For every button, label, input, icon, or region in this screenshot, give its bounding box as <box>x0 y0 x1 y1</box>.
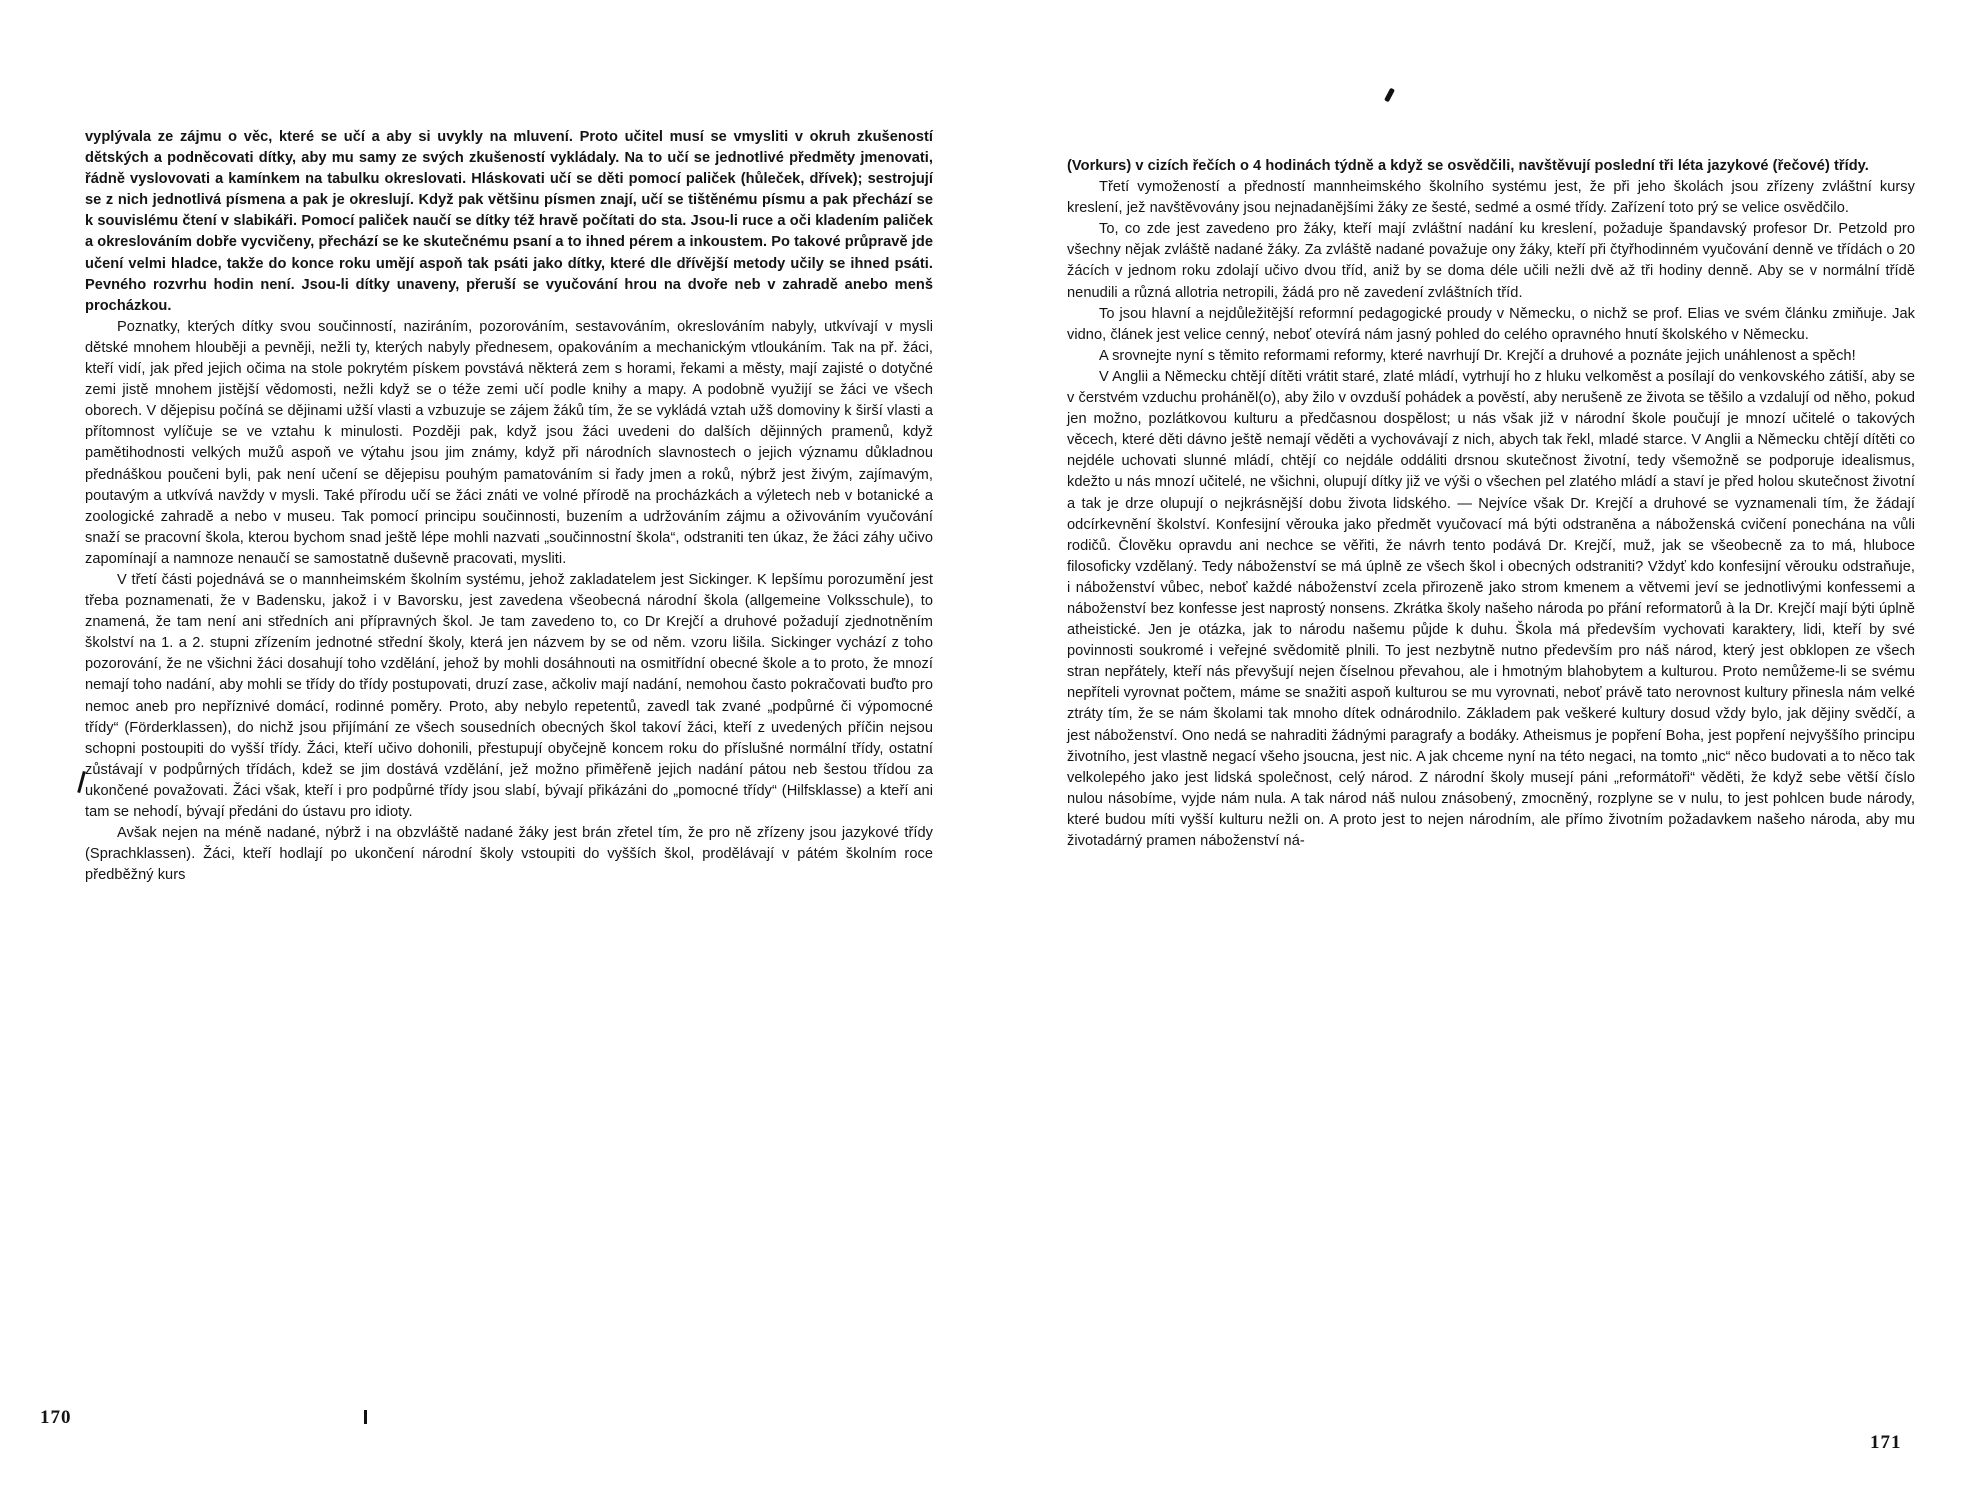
paragraph: Třetí vymožeností a předností mannheimského školního systému jest, že při jeho školách jsou zřízeny zvláštní kursy kreslení, jež navštěvovány jsou nejnadanějšími žáky ze šesté, sedmé a osmé třídy. Zařízení toto prý se velice osvědčilo. <box>1067 179 1915 217</box>
right-page <box>985 0 1970 1500</box>
paragraph: Avšak nejen na méně nadané, nýbrž i na obzvláště nadané žáky jest brán zřetel tím, že pro ně zřízeny jsou jazykové třídy (Sprachklassen). Žáci, kteří hodlají po ukončení národní školy vstoupiti do vyšších škol, prodělávají v pátém školním roce předběžný kurs <box>85 825 933 884</box>
paragraph: To, co zde jest zavedeno pro žáky, kteří mají zvláštní nadání ku kreslení, požaduje špandavský profesor Dr. Petzold pro všechny nějak zvláště nadané žáky. Za zvláště nadané považuje ony žáky, kteří při čtyřhodinném vyučování denně ve třídách o 20 žácích v jednom roku zdolají učivo dvou tříd, aniž by se doma déle učili nežli dvě až tři hodiny denně. Aby se v normální třídě nenudili a různá allotria netropili, žádá pro ně zavedení zvláštních tříd. <box>1067 221 1915 301</box>
paragraph: (Vorkurs) v cizích řečích o 4 hodinách týdně a když se osvědčili, navštěvují poslední tři léta jazykové (řečové) třídy. <box>1067 158 1869 174</box>
paragraph: vyplývala ze zájmu o věc, které se učí a aby si uvykly na mluvení. Proto učitel musí se vmysliti v okruh zkušeností dětských a podněcovati dítky, aby mu samy ze svých zkušeností vykládaly. Na to učí se jednotlivé předměty jmenovati, řádně vyslovovati a kamínkem na tabulku okreslovati. Hláskovati učí se děti pomocí paliček (hůleček, dřívek); sestrojují se z nich jednotlivá písmena a pak je okreslují. Když pak většinu písmen znají, učí se tištěnému písmu a pak přechází se k souvislému čtení v slabikáři. Pomocí paliček naučí se dítky též hravě počítati do sta. Jsou-li ruce a oči kladením paliček a okreslováním dobře vycvičeny, přechází se ke skutečnému psaní a to ihned pérem a inkoustem. Po takové průpravě jde učení velmi hladce, takže do konce roku umějí aspoň tak psáti jako dítky, které dle dřívější metody učily se ihned psáti. Pevného rozvrhu hodin není. Jsou-li dítky unaveny, přeruší se vyučování hrou na dvoře neb v zahradě anebo menš procházkou. <box>85 129 933 314</box>
page-number: 171 <box>1870 1432 1902 1453</box>
paragraph: V Anglii a Německu chtějí dítěti vrátit staré, zlaté mládí, vytrhují ho z hluku velkoměst a posílají do venkovského zátiší, aby se v čerstvém vzduchu proháněl(o), aby žilo v ovzduší pohádek a pověstí, aby nerušeně ze života se těšilo a vzdalují od něho, pokud jen možno, pozlátkovou kulturu a předčasnou dospělost; u nás však již v národní škole poučují je mnozí učitelé o takových věcech, které děti dávno ještě nemají věděti a vychovávají z nich, abych tak řekl, mladé starce. V Anglii a Německu chtějí dítěti co nejdéle uchovati slunné mládí, chtějí co nejdále oddáliti drsnou skutečnost životní, tedy všemožně se podporuje idealismus, kdežto u nás mnozí učitelé, ne všichni, olupují dítky již ve výši o všechen pel zlatého mládí a staví je před holou skutečnost životní a tak je drze olupují o nejkrásnější dobu života lidského. — Nejvíce však Dr. Krejčí a druhové se vyznamenali tím, že žádají odcírkevnění školství. Konfesijní věrouka jako předmět vyučovací má býti odstraněna a náboženská cvičení ponechána na vůli rodičů. Člověku opravdu ani nechce se věřiti, že návrh tento podává Dr. Krejčí, muž, jak se všeobecně za to má, hluboce filosoficky vzdělaný. Tedy náboženství se má úplně ze všech škol i obecných odstraniti? Vždyť kdo konfesijní věrouku odstraňuje, i náboženství vůbec, neboť každé náboženství zcela přirozeně jako strom kmenem a větvemi jeví se jednotlivými konfessemi a náboženství bez konfesse jest naprostý nonsens. Zkrátka školy našeho národa po přání reformatorů à la Dr. Krejčí mají býti úplně atheistické. Jen je otázka, jak to národu našemu půjde k duhu. Škola má především vychovati karaktery, lidi, kteří by své povinnosti soukromé i veřejné svědomitě plnili. To jest nezbytně nutno především pro náš národ, který jest obklopen ze všech stran nepřátely, kteří nás převyšují nejen číselnou převahou, ale i hmotným blahobytem a kulturou. Proto nemůžeme-li se svému nepříteli vyrovnat počtem, máme se snažiti aspoň kulturou se mu vyrovnati, neboť právě tato nerovnost kultury přinesla nám velké ztráty tím, že se nám školami tak mnoho dítek odnárodnilo. Základem pak veškeré kultury dosud vždy bylo, jak dějiny svědčí, a jest náboženství. Ono nedá se nahraditi žádnými paragrafy a bodáky. Atheismus je popření Boha, jest popření nejvyššího principu životního, jest vlastně negací všeho jsoucna, jest nic. A jak chceme nyní na této negaci, na tomto „nic“ něco budovati a to něco tak velkolepého jako jest lidská společnost, celý národ. Z národní školy musejí páni „reformátoři“ věděti, že když sebe větší číslo nulou násobíme, vyjde nám nula. A tak národ náš nulou znásobený, zmocněný, rozplyne se v nulu, to jest pohlcen bude národy, které budou míti vyšší kulturu nežli on. A proto jest to nejen národním, ale přímo životním požadavkem našeho národa, aby mu životadárný pramen náboženství ná- <box>1067 368 1915 849</box>
paragraph: V třetí části pojednává se o mannheimském školním systému, jehož zakladatelem jest Sickinger. K lepšímu porozumění jest třeba poznamenati, že v Badensku, jakož i v Bavorsku, jest zavedena všeobecná národní škola (allgemeine Volksschule), to znamená, že tam není ani středních ani přípravných škol. Je tam zavedeno to, co Dr Krejčí a druhové požadují zjednotněním školství na 1. a 2. stupni zřízením jednotné střední školy, která jen názvem by se od něm. vzoru lišila. Sickinger vychází z toho pozorování, že ne všichni žáci dosahují toho vzdělání, jehož by mohli dosáhnouti na osmitřídní obecné škole a to proto, že mnozí nemají toho nadání, aby mohli se třídy do třídy postupovati, druzí zase, ačkoliv mají nadání, nemohou často pokračovati buďto pro nemoc aneb pro nepříznivé domácí, rodinné poměry. Proto, aby nebylo repetentů, zavedl tak zvané „podpůrné či výpomocné třídy“ (Förderklassen), do nichž jsou přijímání ze všech sousedních obecných škol takoví žáci, kteří z uvedených příčin nejsou schopni postoupiti do vyšší třídy. Žáci, kteří učivo dohonili, přestupují obyčejně koncem roku do příslušné normální třídy, ostatní zůstávají v podpůrných třídách, kdež se jim dostává vzdělání, jež možno přiměřeně jejich nadání pátou neb šestou třídou za ukončené považovati. Žáci však, kteří i pro podpůrné třídy jsou slabí, bývají přikázáni do „pomocné třídy“ (Hilfsklasse) a kteří ani tam se nehodí, bývají předáni do ústavu pro idioty. <box>85 571 933 820</box>
right-page-text-column <box>1067 156 1915 852</box>
paragraph: Poznatky, kterých dítky svou součinností, naziráním, pozorováním, sestavováním, okreslováním nabyly, utkvívají v mysli dětské mnohem hlouběji a pevněji, nežli ty, kterých nabyly přednesem, opakováním a mechanickým vtloukáním. Tak na př. žáci, kteří vidí, jak před jejich očima na stole pokrytém pískem povstává některá zem s horami, řekami a městy, mají zajisté o dotyčné zemi jistě mnohem jistější vědomosti, nežli když se o téže zemi učí podle knihy a mapy. A podobně využijí se žáci ve všech oborech. V dějepisu počíná se dějinami užší vlasti a vzbuzuje se zájem žáků tím, že se vykládá vztah užš domoviny k širší vlasti a přítomnost vylíčuje se ve vztahu k minulosti. Později pak, když jsou žáci uvedeni do dalších dějinných pramenů, když pamětihodnosti velkých mužů aspoň ve výtahu jsou jim známy, když při národních slavnostech o jejich významu důkladnou přednáškou poučeni byli, pak není učení se dějepisu pouhým pamatováním si řady jmen a roků, nýbrž jest živým, zajímavým, poutavým a utkvívá navždy v mysli. Také přírodu učí se žáci znáti ve volné přírodě na procházkách a výletech neb v botanické a zoologické zahradě a nebo v museu. Tak pomocí principu součinnosti, buzením a udržováním zájmu a oživováním vyučování snaží se pracovní škola, kterou bychom snad ještě lépe mohli nazvati „součinnostní škola“, odstraniti ten úkaz, že žáci záhy učivo zapomínají a namnoze nenaučí se samostatně duševně pracovati, mysliti. <box>85 318 933 567</box>
ink-mark <box>1384 88 1395 103</box>
page-number: 170 <box>40 1407 72 1428</box>
ink-mark <box>364 1410 367 1424</box>
paragraph: To jsou hlavní a nejdůležitější reformní pedagogické proudy v Německu, o nichž se prof. Elias ve svém článku zmiňuje. Jak vidno, článek jest velice cenný, neboť otevírá nám jasný pohled do celého opravného hnutí školského v Německu. <box>1067 305 1915 343</box>
paragraph: A srovnejte nyní s těmito reformami reformy, které navrhují Dr. Krejčí a druhové a poznáte jejich unáhlenost a spěch! <box>1099 347 1856 364</box>
left-page-text-column <box>85 127 933 886</box>
